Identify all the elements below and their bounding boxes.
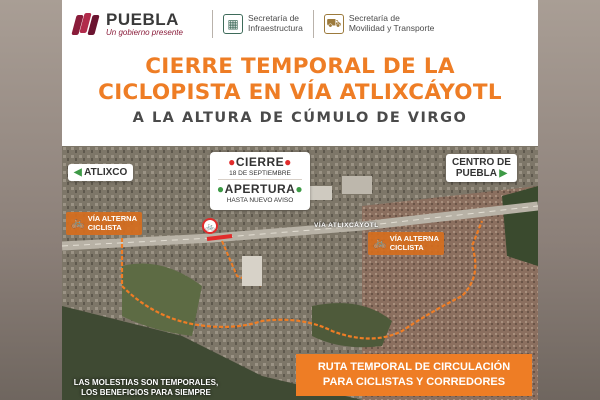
header-divider	[212, 10, 213, 38]
bicycle-icon: 🚲	[71, 217, 85, 230]
centro-line1: CENTRO DE	[452, 157, 511, 168]
title-line-1: CIERRE TEMPORAL DE LA	[145, 54, 455, 79]
centro-puebla-tag	[446, 154, 517, 182]
alt-route-line1: VÍA ALTERNA	[389, 234, 440, 243]
atlixco-label: ATLIXCO	[84, 167, 128, 178]
puebla-logo	[72, 11, 202, 37]
centro-line2: PUEBLA	[455, 168, 497, 179]
title-line-2: CICLOPISTA EN VÍA ATLIXCÁYOTL	[98, 80, 502, 105]
road-name-label: VÍA ATLIXCÁYOTL	[314, 222, 379, 229]
alt-route-line2: CICLISTA	[87, 222, 122, 232]
red-dot-icon: ●	[228, 155, 236, 169]
closure-info-box	[210, 152, 310, 210]
transport-icon: ⛟	[324, 14, 344, 34]
subtitle: A LA ALTURA DE CÚMULO DE VIRGO	[132, 110, 468, 126]
apertura-detail: HASTA NUEVO AVISO	[226, 197, 294, 204]
cierre-label: CIERRE	[235, 155, 285, 169]
green-dot-icon: ●	[216, 182, 225, 196]
alt-route-line1: VÍA ALTERNA	[87, 214, 138, 223]
banner-line1: RUTA TEMPORAL DE CIRCULACIÓN	[317, 361, 511, 373]
banner-line2: PARA CICLISTAS Y CORREDORES	[322, 376, 506, 388]
apertura-label: APERTURA	[224, 182, 296, 196]
title-block	[62, 54, 538, 126]
sec1-line1: Secretaría de	[248, 13, 300, 24]
secretaria-infraestructura	[223, 14, 303, 34]
green-dot-icon: ●	[295, 182, 304, 196]
atlixco-tag	[68, 164, 133, 181]
secretaria-movilidad	[324, 14, 435, 34]
alt-route-tag-right	[368, 232, 444, 255]
sec1-line2: Infraestructura	[248, 23, 303, 33]
logo-tagline: Un gobierno presente	[106, 28, 183, 37]
puebla-logo-icon	[72, 11, 102, 37]
header	[62, 0, 538, 48]
header-divider	[313, 10, 314, 38]
building-icon: ▦	[223, 14, 243, 34]
arrow-right-icon: ▶	[499, 168, 508, 179]
photo-frame-right	[538, 0, 600, 400]
footer-message	[66, 378, 226, 397]
arrow-left-icon: ◀	[74, 167, 82, 178]
footer-line2: LOS BENEFICIOS PARA SIEMPRE	[81, 387, 211, 397]
sec2-line1: Secretaría de	[348, 13, 400, 24]
alt-route-line2: CICLISTA	[389, 242, 424, 252]
bicycle-icon: 🚲	[373, 237, 387, 250]
alt-route-tag-left	[66, 212, 142, 235]
photo-frame-left	[0, 0, 62, 400]
footer-line1: LAS MOLESTIAS SON TEMPORALES,	[73, 378, 219, 387]
sec2-line2: Movilidad y Transporte	[348, 23, 435, 33]
aerial-map	[62, 146, 538, 400]
logo-main-text: PUEBLA	[106, 10, 179, 29]
cierre-date: 18 DE SEPTIEMBRE	[229, 170, 291, 177]
poster	[62, 0, 538, 400]
temporary-route-banner	[296, 354, 532, 396]
red-dot-icon: ●	[284, 155, 292, 169]
no-bicycle-icon: 🚲	[202, 218, 218, 234]
